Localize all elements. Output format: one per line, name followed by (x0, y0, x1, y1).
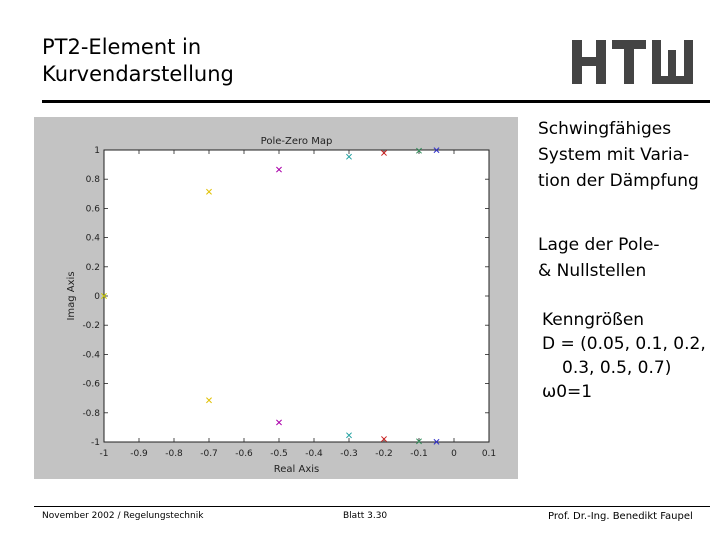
slide-title-line1: PT2-Element in (42, 35, 202, 59)
y-tick-label: 0.2 (85, 262, 100, 273)
y-tick-label: -0.8 (82, 408, 100, 419)
x-tick-label: -0.8 (165, 449, 183, 459)
footer-center: Blatt 3.30 (343, 511, 388, 521)
side-line: 0.3, 0.5, 0.7) (562, 358, 672, 378)
y-tick-label: 1 (94, 146, 100, 156)
y-axis-label: Imag Axis (66, 271, 77, 321)
y-tick-label: -0.2 (82, 321, 100, 332)
footer-left: November 2002 / Regelungstechnik (42, 511, 204, 521)
y-tick-label: 0.4 (85, 233, 100, 244)
side-line: Schwingfähiges (538, 119, 672, 139)
footer-rule (34, 506, 710, 507)
footer-right: Prof. Dr.-Ing. Benedikt Faupel (548, 511, 693, 522)
side-line: & Nullstellen (538, 261, 647, 281)
side-line: Kenngrößen (542, 310, 645, 330)
y-tick-label: -0.6 (82, 379, 100, 390)
x-tick-label: -0.2 (375, 449, 393, 459)
x-tick-label: -0.9 (130, 449, 148, 459)
side-block-system (538, 116, 699, 194)
side-block-poles (538, 232, 660, 284)
y-tick-label: 0.8 (85, 175, 100, 186)
x-tick-label: -0.4 (305, 449, 323, 459)
slide-title (42, 34, 522, 88)
x-tick-label: -0.1 (410, 449, 428, 459)
x-tick-label: -0.7 (200, 449, 218, 459)
y-tick-label: 0 (94, 292, 100, 302)
x-axis-label: Real Axis (273, 464, 320, 475)
side-line: D = (0.05, 0.1, 0.2, (542, 334, 706, 354)
chart-title: Pole-Zero Map (260, 136, 333, 147)
x-tick-label: -1 (99, 449, 109, 459)
y-tick-label: -1 (91, 438, 100, 448)
x-tick-label: -0.5 (270, 449, 288, 459)
side-line: tion der Dämpfung (538, 171, 699, 191)
y-tick-label: -0.4 (82, 350, 100, 361)
y-tick-label: 0.6 (85, 204, 100, 215)
side-line: ω0=1 (542, 382, 593, 402)
side-block-params (542, 308, 706, 404)
htw-logo (572, 40, 694, 84)
side-line: Lage der Pole- (538, 235, 660, 255)
side-line: System mit Varia- (538, 145, 690, 165)
x-tick-label: 0.1 (481, 449, 497, 459)
x-tick-label: -0.6 (235, 449, 253, 459)
pole-zero-chart (34, 117, 518, 479)
x-tick-label: 0 (451, 449, 457, 459)
x-tick-label: -0.3 (340, 449, 358, 459)
title-rule (42, 100, 710, 103)
slide-title-line2: Kurvendarstellung (42, 62, 234, 86)
axes-face (104, 150, 489, 442)
